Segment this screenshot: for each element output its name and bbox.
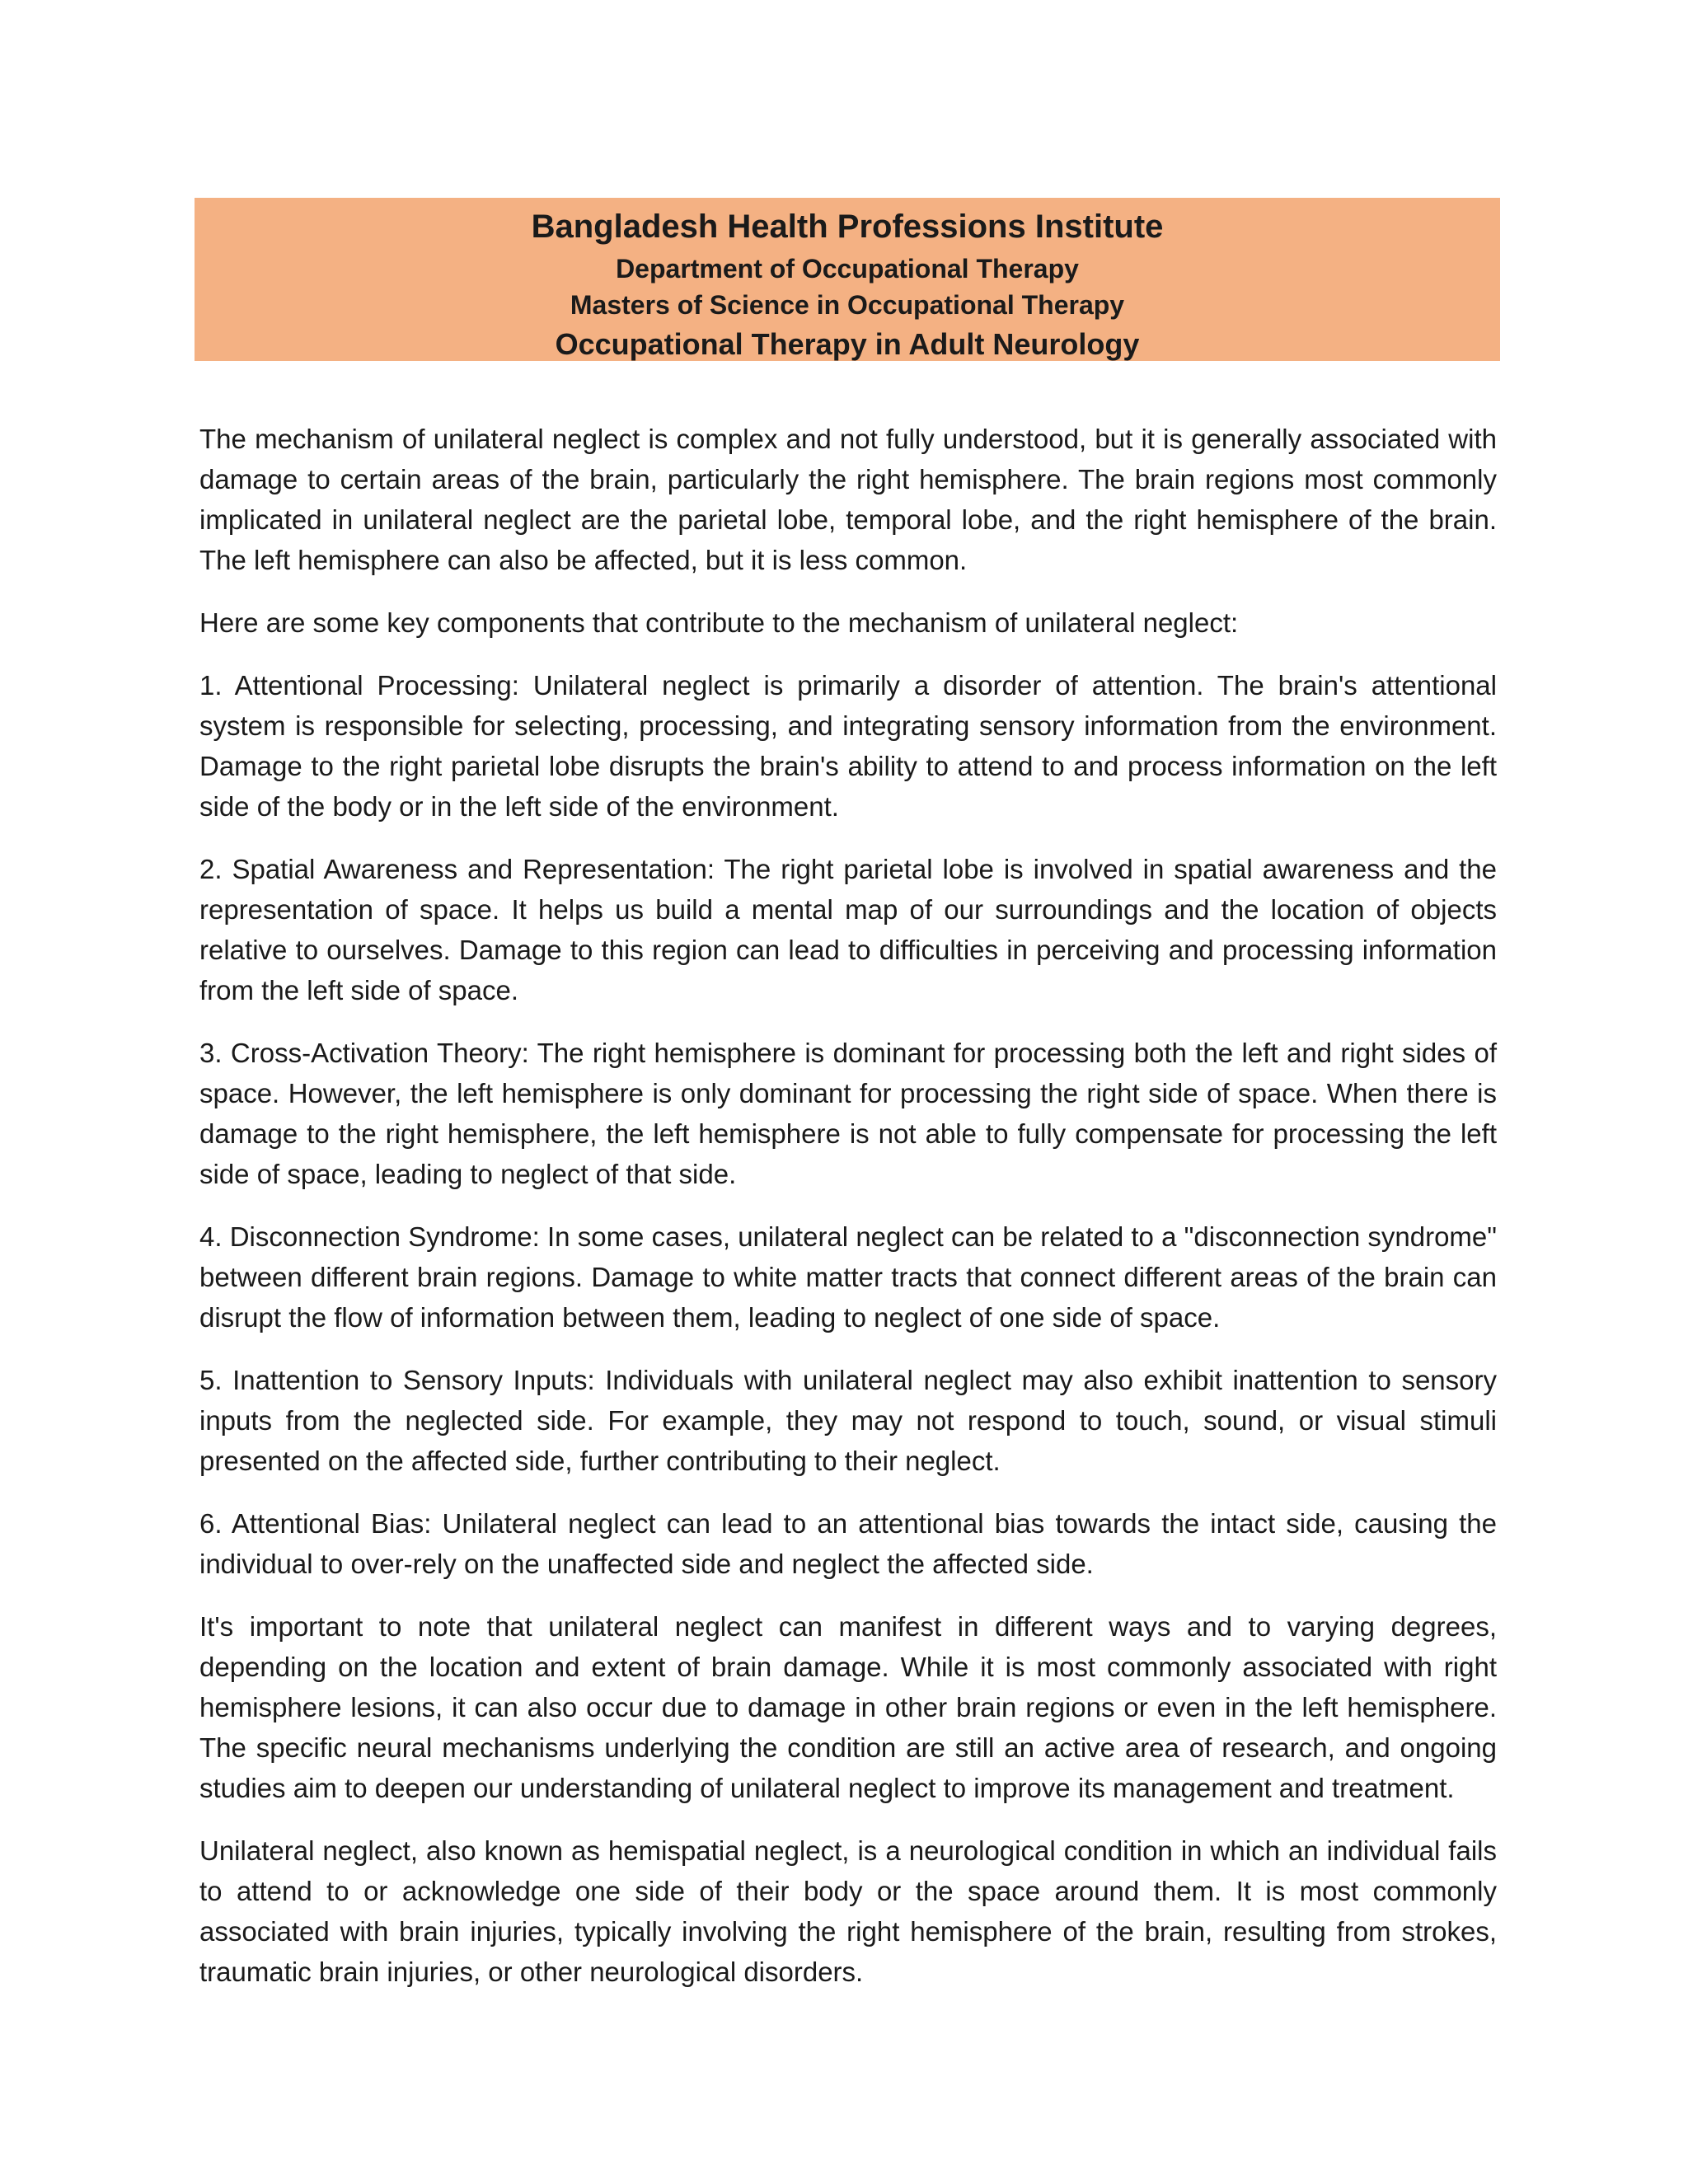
- course-title: Occupational Therapy in Adult Neurology: [555, 327, 1140, 361]
- paragraph-intro-mechanism: The mechanism of unilateral neglect is complex and not fully understood, but it is generally associated with damage to certain areas of the brain, particularly the right hemisphere. The brain regions most commonly implicated in unilateral neglect are the parietal lobe, temporal lobe, and the right hemisphere of the brain. The left hemisphere can also be affected, but it is less common.: [199, 424, 1497, 575]
- document-body: [199, 419, 1497, 2014]
- paragraph-attentional-bias: 6. Attentional Bias: Unilateral neglect can lead to an attentional bias towards the intact side, causing the individual to over-rely on the unaffected side and neglect the affected side.: [199, 1508, 1497, 1579]
- paragraph-sensory-inattention: 5. Inattention to Sensory Inputs: Individuals with unilateral neglect may also exhibit inattention to sensory inputs from the neglected side. For example, they may not respond to touch, sound, or visual stimuli presented on the affected side, further contributing to their neglect.: [199, 1365, 1497, 1476]
- paragraph-spatial-awareness: 2. Spatial Awareness and Representation: The right parietal lobe is involved in spatial awareness and the representation of space. It helps us build a mental map of our surroundings and the location of objects relative to ourselves. Damage to this region can lead to difficulties in perceiving and processing information from the left side of space.: [199, 854, 1497, 1005]
- paragraph-disconnection-syndrome: 4. Disconnection Syndrome: In some cases, unilateral neglect can be related to a "disconnection syndrome" between different brain regions. Damage to white matter tracts that connect different areas of the brain can disrupt the flow of information between them, leading to neglect of one side of space.: [199, 1221, 1497, 1333]
- header-banner: [195, 198, 1500, 361]
- paragraph-attentional-processing: 1. Attentional Processing: Unilateral neglect is primarily a disorder of attention. The brain's attentional system is responsible for selecting, processing, and integrating sensory information from the environment. Damage to the right parietal lobe disrupts the brain's ability to attend to and process information on the left side of the body or in the left side of the environment.: [199, 670, 1497, 822]
- institute-title: Bangladesh Health Professions Institute: [531, 209, 1164, 245]
- paragraph-important-note: It's important to note that unilateral neglect can manifest in different ways and to varying degrees, depending on the location and extent of brain damage. While it is most commonly associated with right hemisphere lesions, it can also occur due to damage in other brain regions or even in the left hemisphere. The specific neural mechanisms underlying the condition are still an active area of research, and ongoing studies aim to deepen our understanding of unilateral neglect to improve its management and treatment.: [199, 1611, 1497, 1803]
- paragraph-key-components-lead: Here are some key components that contribute to the mechanism of unilateral neglect:: [199, 607, 1239, 638]
- paragraph-definition: Unilateral neglect, also known as hemispatial neglect, is a neurological condition in which an individual fails to attend to or acknowledge one side of their body or the space around them. It is most commonly associated with brain injuries, typically involving the right hemisphere of the brain, resulting from strokes, traumatic brain injuries, or other neurological disorders.: [199, 1835, 1497, 1987]
- department-title: Department of Occupational Therapy: [616, 254, 1079, 284]
- paragraph-cross-activation: 3. Cross-Activation Theory: The right hemisphere is dominant for processing both the left and right sides of space. However, the left hemisphere is only dominant for processing the right side of space. When there is damage to the right hemisphere, the left hemisphere is not able to fully compensate for processing the left side of space, leading to neglect of that side.: [199, 1038, 1497, 1189]
- program-title: Masters of Science in Occupational Therapy: [570, 290, 1125, 320]
